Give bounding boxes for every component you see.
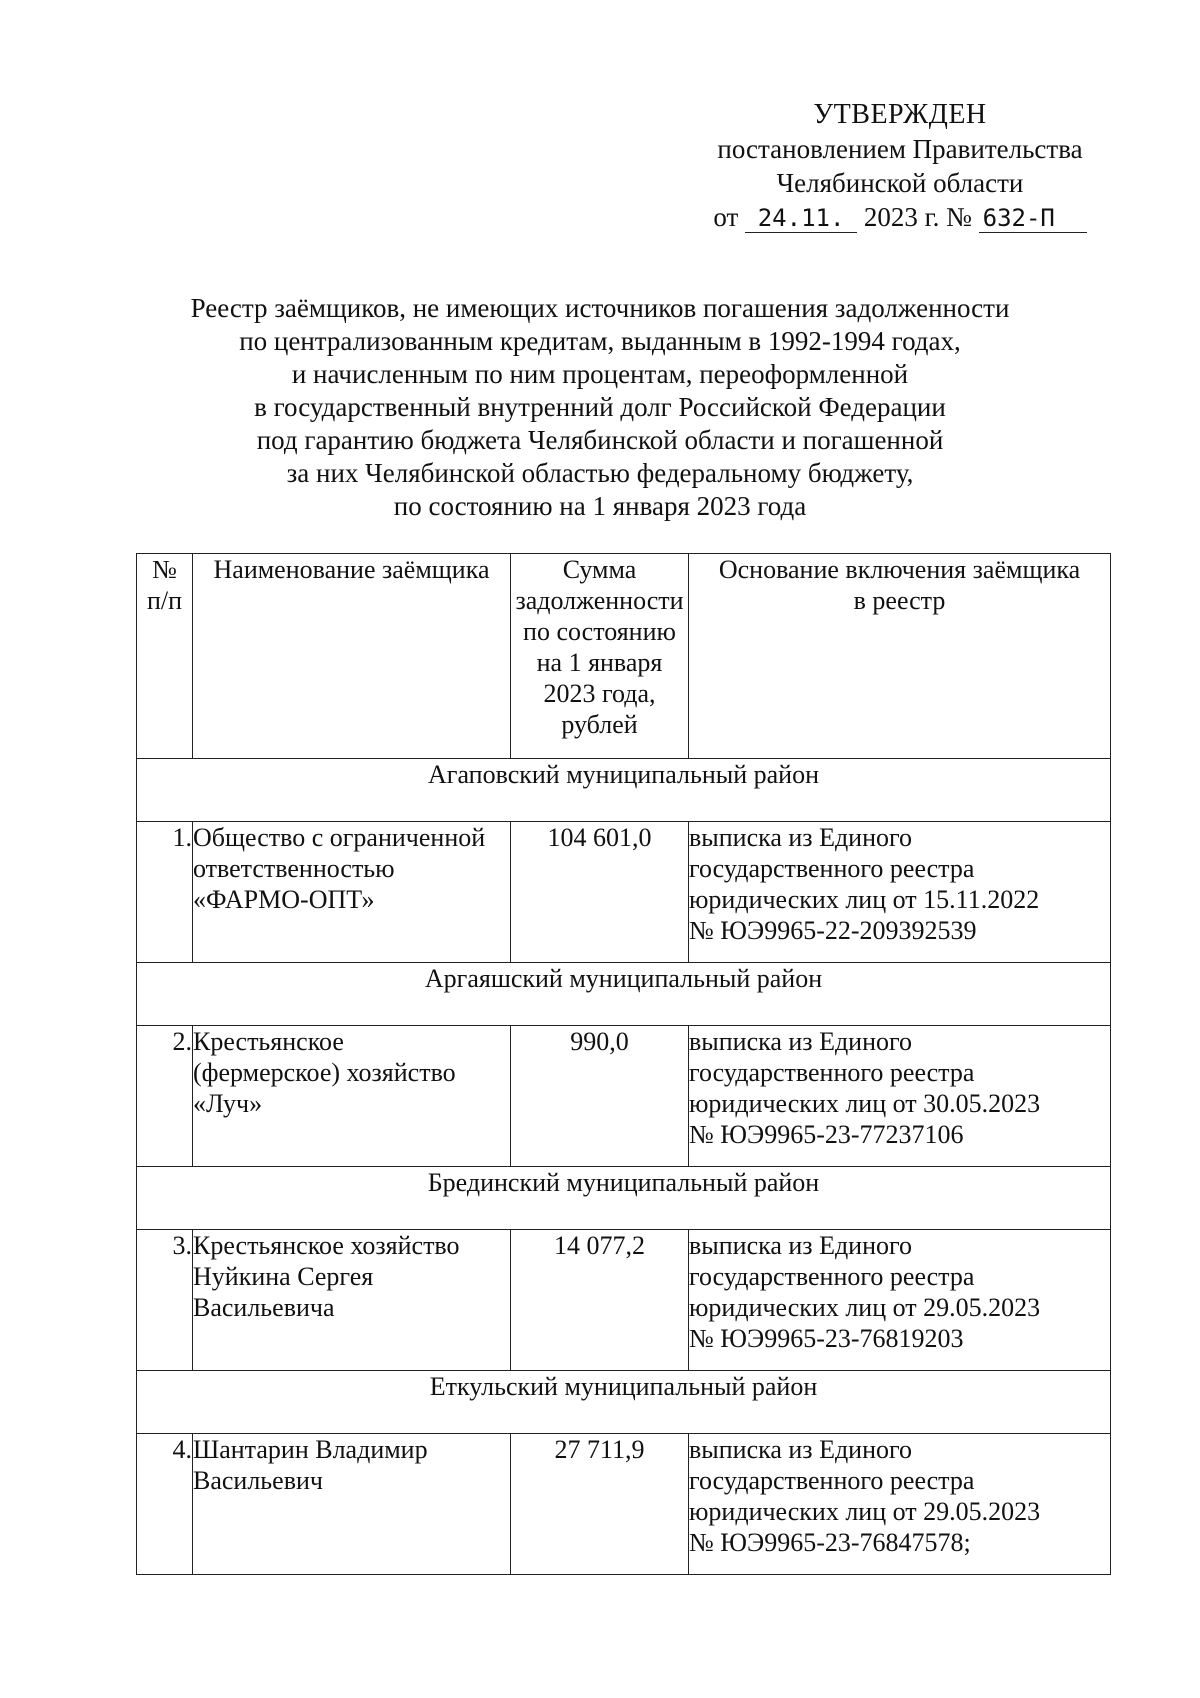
borrower-name-line: Общество с ограниченной: [193, 823, 486, 852]
district-row: [137, 963, 1111, 1026]
header-inclusion-basis: [689, 554, 1111, 759]
borrower-name-line: Нуйкина Сергея: [193, 1262, 374, 1291]
title-line: по состоянию на 1 января 2023 года: [393, 491, 807, 521]
approval-date-value: 24.11.: [745, 204, 857, 233]
basis-line: государственного реестра: [689, 1466, 975, 1495]
approval-title: УТВЕРЖДЕН: [813, 99, 987, 130]
district-name: Еткульский муниципальный район: [137, 1371, 1111, 1434]
basis-line: юридических лиц от 30.05.2023: [689, 1089, 1041, 1118]
basis-line: выписка из Единого: [689, 1231, 913, 1260]
approval-number-value: 632-П: [979, 204, 1087, 233]
borrower-name: [193, 1230, 511, 1371]
title-line: за них Челябинской областью федеральному бюджету,: [286, 458, 914, 488]
header-number-line: №: [152, 555, 177, 584]
basis-line: государственного реестра: [689, 854, 975, 883]
borrower-name-line: Крестьянское: [193, 1027, 344, 1056]
district-row: [137, 1371, 1111, 1434]
title-line: и начисленным по ним процентам, переоформленной: [291, 359, 909, 389]
borrower-name-line: ответственностью: [193, 854, 395, 883]
district-row: [137, 1167, 1111, 1230]
approval-stamp: [700, 98, 1100, 234]
title-line: под гарантию бюджета Челябинской области и погашенной: [256, 425, 944, 455]
inclusion-basis: [689, 822, 1111, 963]
registry-table: [136, 553, 1111, 1575]
header-number: [137, 554, 193, 759]
district-name: Брединский муниципальный район: [137, 1167, 1111, 1230]
approval-date-line: [700, 200, 1100, 234]
basis-line: государственного реестра: [689, 1058, 975, 1087]
row-number: 4.: [137, 1434, 193, 1575]
approval-authority: постановлением Правительства: [717, 134, 1083, 164]
basis-line: № ЮЭ9965-23-76847578;: [689, 1528, 971, 1557]
header-sum-line: на 1 января: [536, 648, 663, 677]
header-sum-line: рублей: [561, 710, 638, 739]
basis-line: № ЮЭ9965-23-76819203: [689, 1324, 964, 1353]
header-debt-sum: [511, 554, 689, 759]
table-row: [137, 1026, 1111, 1167]
debt-sum: 27 711,9: [511, 1434, 689, 1575]
basis-line: государственного реестра: [689, 1262, 975, 1291]
inclusion-basis: [689, 1230, 1111, 1371]
header-sum-line: задолженности: [515, 586, 684, 615]
debt-sum: 14 077,2: [511, 1230, 689, 1371]
row-number: 2.: [137, 1026, 193, 1167]
table-header-row: [137, 554, 1111, 759]
borrower-name: [193, 1434, 511, 1575]
table-row: [137, 822, 1111, 963]
header-basis-line: Основание включения заёмщика: [718, 555, 1081, 584]
district-row: [137, 759, 1111, 822]
basis-line: юридических лиц от 15.11.2022: [689, 885, 1040, 914]
inclusion-basis: [689, 1434, 1111, 1575]
title-line: Реестр заёмщиков, не имеющих источников погашения задолженности: [190, 293, 1010, 323]
borrower-name-line: «ФАРМО-ОПТ»: [193, 885, 375, 914]
document-title: [150, 292, 1050, 523]
table-row: [137, 1434, 1111, 1575]
debt-sum: 104 601,0: [511, 822, 689, 963]
title-line: в государственный внутренний долг Российской Федерации: [254, 392, 946, 422]
basis-line: выписка из Единого: [689, 823, 913, 852]
basis-line: № ЮЭ9965-22-209392539: [689, 916, 977, 945]
approval-region: Челябинской области: [776, 168, 1024, 198]
header-number-line: п/п: [146, 586, 183, 615]
basis-line: выписка из Единого: [689, 1435, 913, 1464]
basis-line: выписка из Единого: [689, 1027, 913, 1056]
borrower-name-line: «Луч»: [193, 1089, 263, 1118]
inclusion-basis: [689, 1026, 1111, 1167]
district-name: Аргаяшский муниципальный район: [137, 963, 1111, 1026]
borrower-name-line: Шантарин Владимир: [193, 1435, 428, 1464]
debt-sum: 990,0: [511, 1026, 689, 1167]
borrower-name-line: (фермерское) хозяйство: [193, 1058, 456, 1087]
header-sum-line: по состоянию: [523, 617, 676, 646]
header-basis-line: в реестр: [853, 586, 946, 615]
row-number: 1.: [137, 822, 193, 963]
row-number: 3.: [137, 1230, 193, 1371]
basis-line: юридических лиц от 29.05.2023: [689, 1497, 1041, 1526]
header-sum-line: Сумма: [562, 555, 637, 584]
borrower-name: [193, 822, 511, 963]
header-sum-line: 2023 года,: [543, 679, 656, 708]
basis-line: № ЮЭ9965-23-77237106: [689, 1120, 964, 1149]
header-borrower-name: Наименование заёмщика: [193, 554, 511, 759]
title-line: по централизованным кредитам, выданным в 1992-1994 годах,: [239, 326, 961, 356]
borrower-name-line: Васильевича: [193, 1293, 335, 1322]
district-name: Агаповский муниципальный район: [137, 759, 1111, 822]
table-row: [137, 1230, 1111, 1371]
approval-year-text: 2023 г. №: [863, 202, 972, 232]
approval-date-prefix: от: [713, 202, 739, 232]
borrower-name-line: Крестьянское хозяйство: [193, 1231, 460, 1260]
basis-line: юридических лиц от 29.05.2023: [689, 1293, 1041, 1322]
borrower-name-line: Васильевич: [193, 1466, 323, 1495]
borrower-name: [193, 1026, 511, 1167]
